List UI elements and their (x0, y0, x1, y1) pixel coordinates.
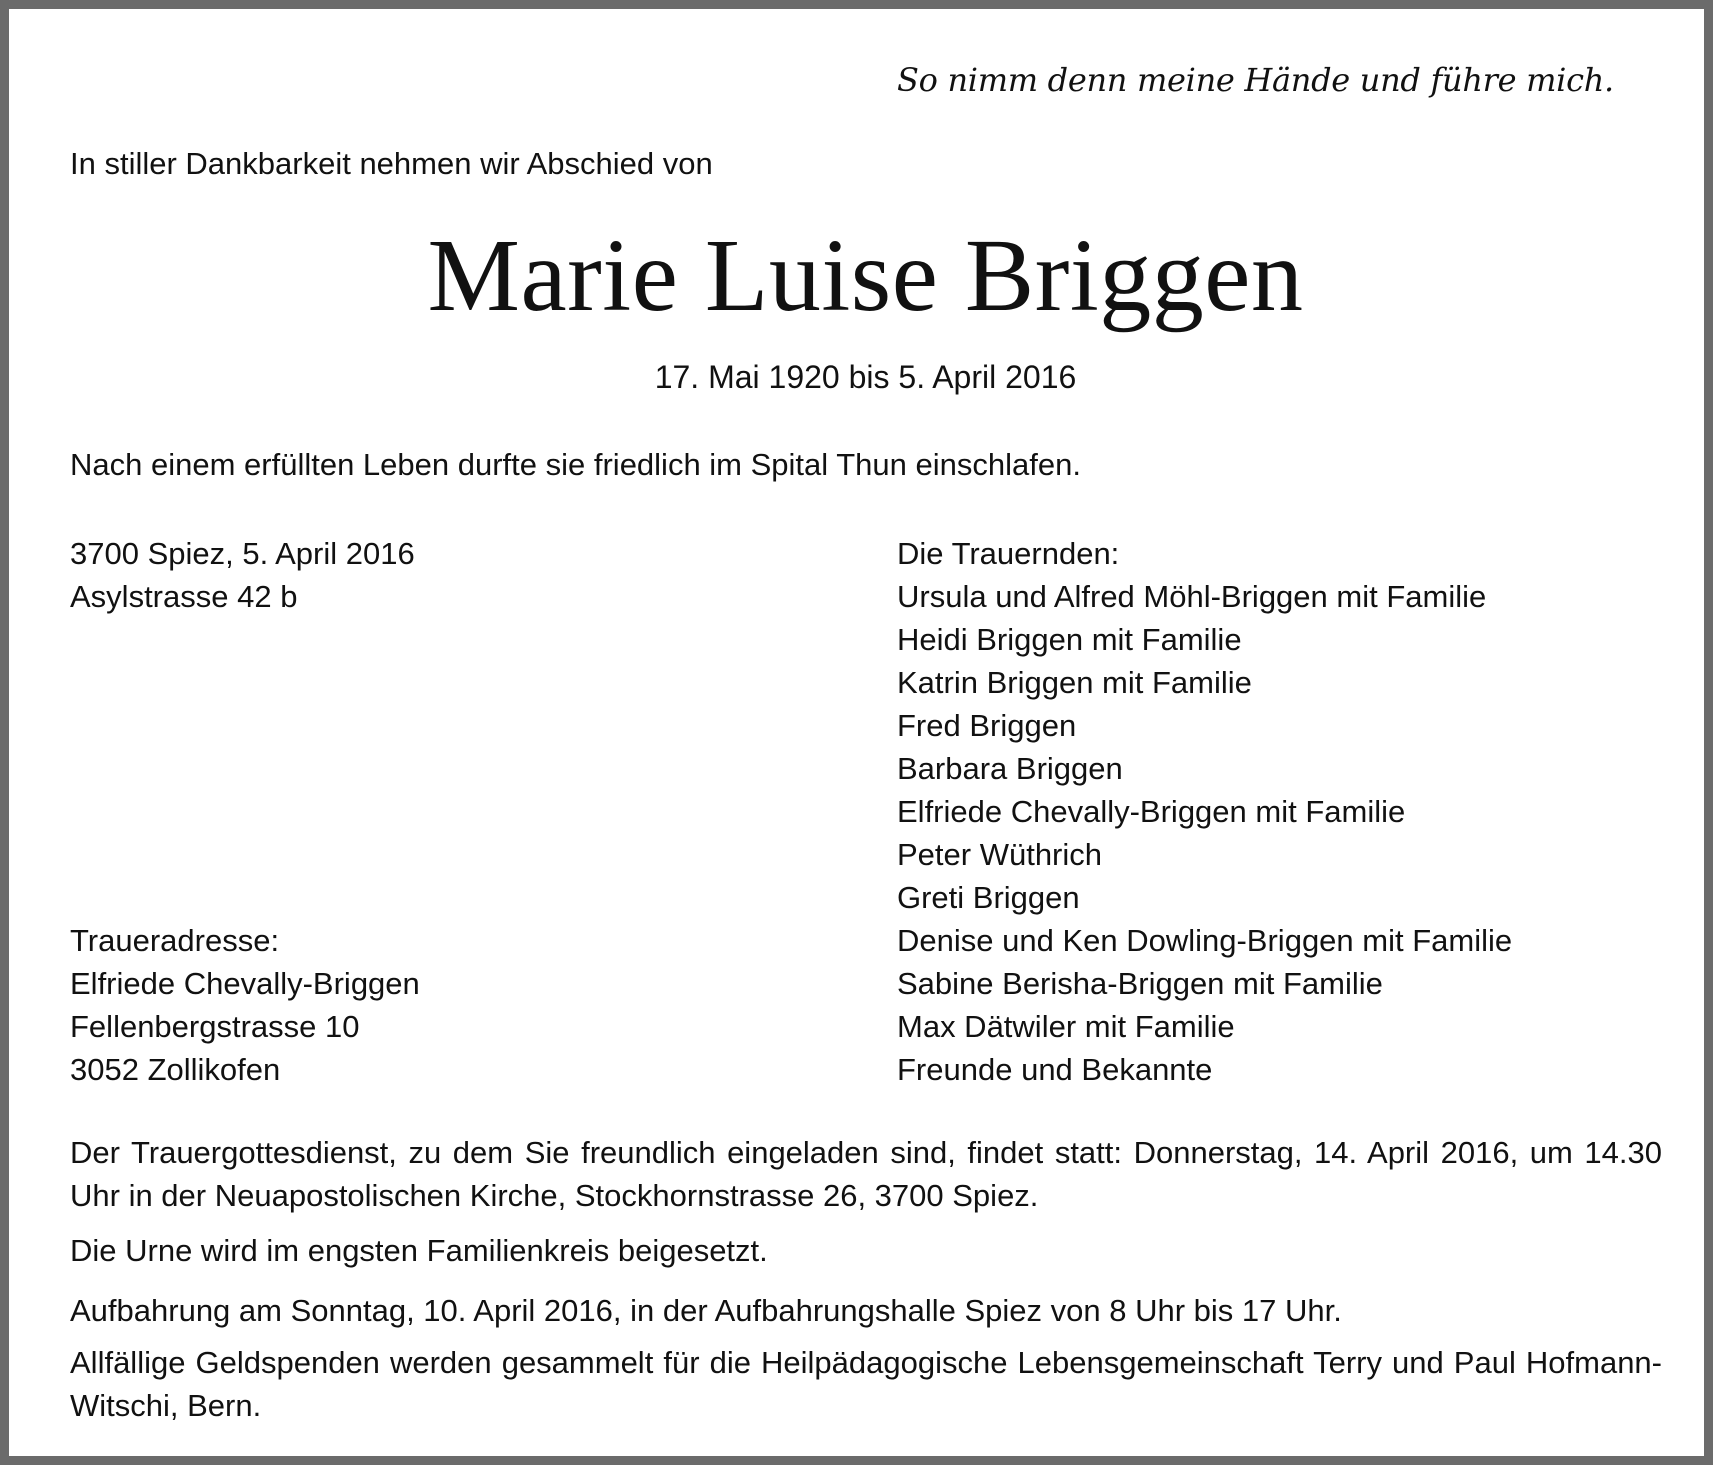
mourner-item: Greti Briggen (897, 880, 1080, 915)
mourner-item: Fred Briggen (897, 708, 1077, 743)
mourner-item: Denise und Ken Dowling-Briggen mit Familie (897, 923, 1513, 958)
mourner-item: Peter Wüthrich (897, 837, 1103, 872)
passing-note: Nach einem erfüllten Leben durfte sie friedlich im Spital Thun einschlafen. (70, 447, 1081, 482)
mourning-address-name: Elfriede Chevally-Briggen (70, 966, 420, 1001)
intro-text: In stiller Dankbarkeit nehmen wir Abschied von (70, 146, 713, 181)
mourning-address-city: 3052 Zollikofen (70, 1052, 281, 1087)
viewing-paragraph: Aufbahrung am Sonntag, 10. April 2016, in der Aufbahrungshalle Spiez von 8 Uhr bis 17 Uhr. (70, 1293, 1342, 1328)
mourner-item: Sabine Berisha-Briggen mit Familie (897, 966, 1383, 1001)
home-street: Asylstrasse 42 b (70, 579, 298, 614)
service-paragraph: Der Trauergottesdienst, zu dem Sie freundlich eingeladen sind, findet statt: Donnerstag, 14. April 2016, um 14.30 Uhr in der Neuapostolischen Kirche, Stockhornstrasse 26, 3700 Spiez. (70, 1135, 1662, 1213)
mourner-item: Freunde und Bekannte (897, 1052, 1213, 1087)
donations-paragraph: Allfällige Geldspenden werden gesammelt für die Heilpädagogische Lebensgemeinschaft Terry und Paul Hofmann-Witschi, Bern. (70, 1345, 1662, 1423)
mourners-column (897, 532, 1512, 1091)
mourners-heading: Die Trauernden: (897, 536, 1120, 571)
life-dates: 17. Mai 1920 bis 5. April 2016 (654, 359, 1077, 395)
urn-paragraph: Die Urne wird im engsten Familienkreis beigesetzt. (70, 1233, 768, 1268)
left-column (70, 532, 420, 1091)
mourning-address-heading: Traueradresse: (70, 923, 280, 958)
deceased-name: Marie Luise Briggen (427, 218, 1304, 333)
mourner-item: Barbara Briggen (897, 751, 1123, 786)
mourner-item: Max Dätwiler mit Familie (897, 1009, 1235, 1044)
mourner-item: Heidi Briggen mit Familie (897, 622, 1242, 657)
motto-quote: So nimm denn meine Hände und führe mich. (897, 61, 1614, 99)
column-spacer (70, 618, 420, 919)
mourner-item: Katrin Briggen mit Familie (897, 665, 1252, 700)
place-date: 3700 Spiez, 5. April 2016 (70, 536, 415, 571)
mourner-item: Elfriede Chevally-Briggen mit Familie (897, 794, 1406, 829)
mourner-item: Ursula und Alfred Möhl-Briggen mit Familie (897, 579, 1487, 614)
mourning-address-street: Fellenbergstrasse 10 (70, 1009, 360, 1044)
